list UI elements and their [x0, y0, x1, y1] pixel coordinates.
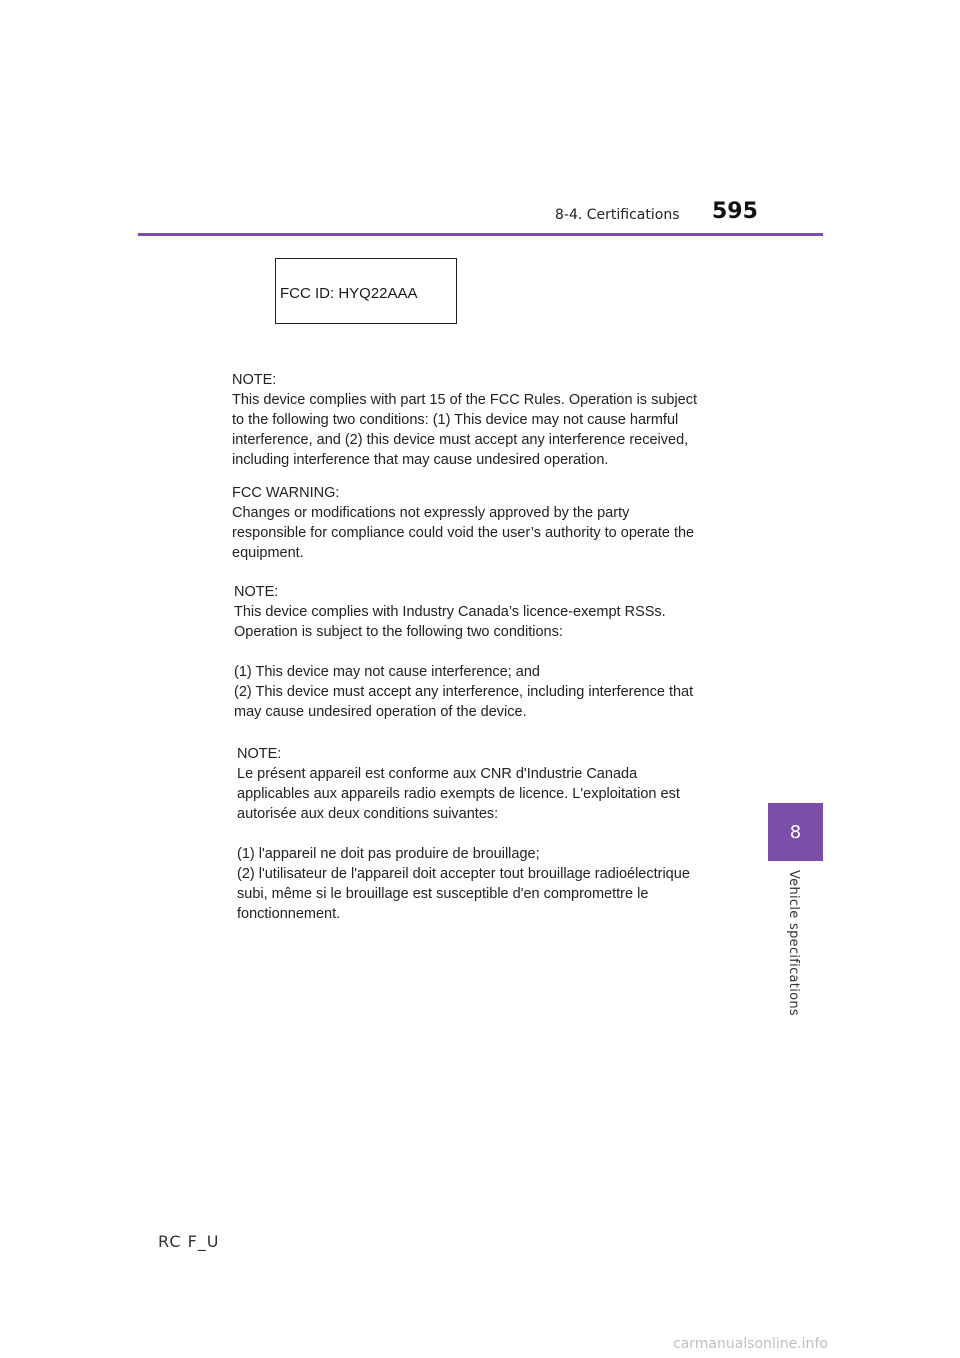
condition-item: (2) This device must accept any interference, including interference that — [234, 684, 694, 700]
note-line: to the following two conditions: (1) This device may not cause harmful — [232, 412, 679, 428]
fcc-id-text: FCC ID: HYQ22AAA — [280, 285, 418, 302]
condition-item: (1) This device may not cause interference; and — [234, 664, 541, 680]
page-number: 595 — [712, 199, 758, 224]
note-heading: NOTE: — [237, 746, 282, 762]
chapter-label: Vehicle specifications — [786, 870, 801, 1016]
note-line: Le présent appareil est conforme aux CNR d'Industrie Canada — [237, 766, 638, 782]
condition-item: subi, même si le brouillage est susceptible d'en compromettre le — [237, 886, 649, 902]
fcc-warning-block — [232, 483, 752, 563]
warning-line: responsible for compliance could void the user’s authority to operate the — [232, 525, 695, 541]
note-heading: NOTE: — [234, 584, 279, 600]
note-line: applicables aux appareils radio exempts de licence. L'exploitation est — [237, 786, 680, 802]
note-line: autorisée aux deux conditions suivantes: — [237, 806, 499, 822]
note-line: interference, and (2) this device must accept any interference received, — [232, 432, 689, 448]
condition-item: (2) l'utilisateur de l'appareil doit accepter tout brouillage radioélectrique — [237, 866, 690, 882]
warning-line: equipment. — [232, 545, 304, 561]
condition-item: fonctionnement. — [237, 906, 341, 922]
spacer — [237, 824, 757, 844]
spacer — [234, 642, 754, 662]
warning-heading: FCC WARNING: — [232, 485, 340, 501]
ic-note-french-block — [237, 744, 757, 924]
header-divider — [138, 233, 823, 236]
footer-code: RC F_U — [158, 1232, 220, 1251]
section-title: 8-4. Certifications — [555, 207, 680, 223]
note-line: This device complies with Industry Canada’s licence-exempt RSSs. — [234, 604, 666, 620]
fcc-note-block — [232, 370, 752, 470]
warning-line: Changes or modifications not expressly approved by the party — [232, 505, 630, 521]
note-heading: NOTE: — [232, 372, 277, 388]
ic-note-english-block — [234, 582, 754, 722]
chapter-tab — [768, 803, 823, 861]
watermark: carmanualsonline.info — [673, 1336, 828, 1352]
condition-item: may cause undesired operation of the device. — [234, 704, 527, 720]
fcc-id-label — [275, 258, 457, 324]
note-line: This device complies with part 15 of the FCC Rules. Operation is subject — [232, 392, 698, 408]
note-line: including interference that may cause undesired operation. — [232, 452, 609, 468]
condition-item: (1) l'appareil ne doit pas produire de brouillage; — [237, 846, 540, 862]
chapter-number: 8 — [789, 821, 802, 843]
note-line: Operation is subject to the following two conditions: — [234, 624, 563, 640]
